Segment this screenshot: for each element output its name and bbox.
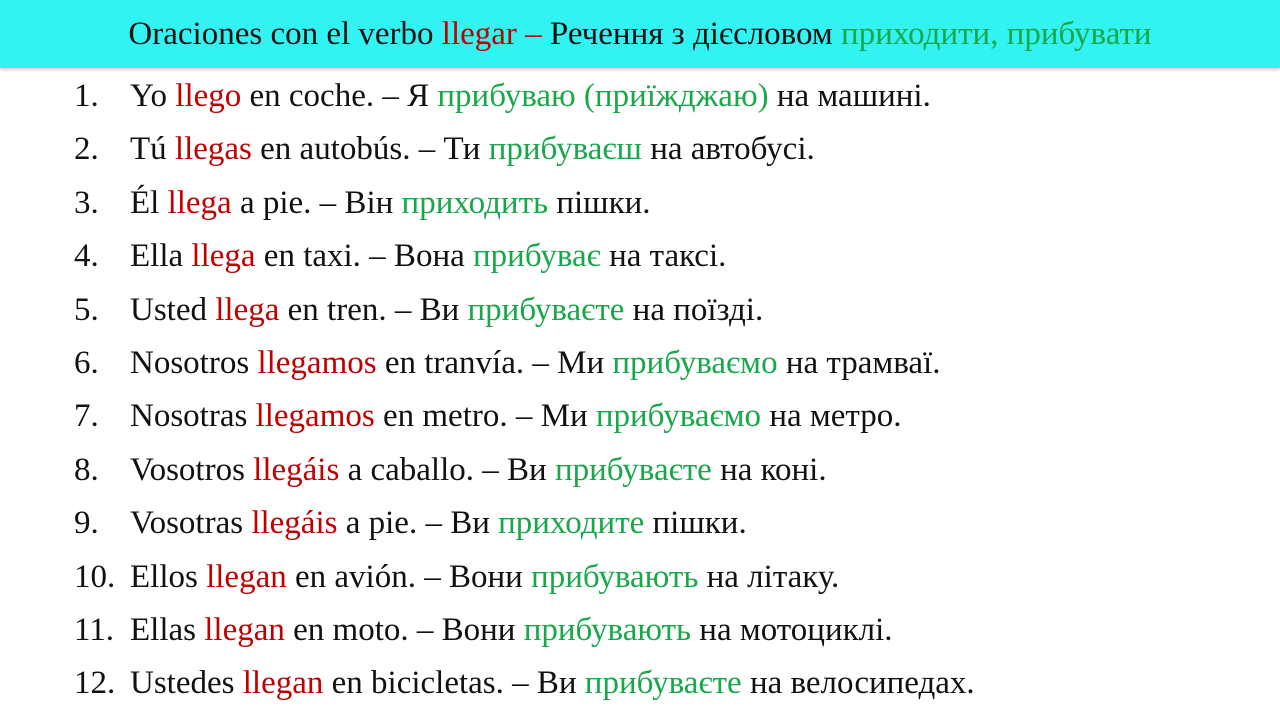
sentence-part: en moto. – Вони <box>284 611 524 648</box>
sentence-number: 12. <box>74 665 116 702</box>
spanish-verb: llegan <box>204 611 285 648</box>
sentence-part: на поїзді. <box>624 291 764 328</box>
spanish-verb: llegamos <box>257 344 377 381</box>
sentence-number: 9. <box>74 505 99 542</box>
sentence-part: на автобусі. <box>641 131 815 168</box>
sentence-part: en bicicletas. – Ви <box>323 665 585 702</box>
sentence-part: Yo <box>130 78 176 114</box>
spanish-verb: llegamos <box>255 398 375 435</box>
spanish-verb: llegáis <box>253 451 340 488</box>
spanish-verb: llega <box>215 291 280 328</box>
sentence-part: на трамваї. <box>777 344 941 381</box>
sentence-part: Ellas <box>130 611 205 648</box>
sentence-part: Ustedes <box>130 665 243 702</box>
sentence-row-1 <box>0 70 1280 123</box>
sentence-row-3 <box>0 177 1280 230</box>
ukrainian-verb: прибуваєте <box>554 451 712 488</box>
sentence-text <box>130 497 747 550</box>
sentence-text <box>130 657 975 710</box>
sentence-part: Él <box>130 184 168 221</box>
sentence-part: Vosotras <box>130 505 252 542</box>
sentence-part: en metro. – Ми <box>374 398 596 435</box>
sentence-part: a caballo. – Ви <box>339 451 555 488</box>
sentence-part: Nosotros <box>130 344 258 381</box>
title-dash: – <box>516 16 550 52</box>
sentence-part: на таксі. <box>600 238 727 275</box>
sentence-part: en coche. – Я <box>241 78 438 114</box>
slide-title <box>0 0 1280 68</box>
sentence-number: 1. <box>74 78 99 114</box>
sentence-row-12 <box>0 657 1280 710</box>
sentence-part: на машині. <box>768 78 931 114</box>
ukrainian-verb: прибувають <box>531 558 699 595</box>
sentence-part: Ellos <box>130 558 207 595</box>
title-part1: Oraciones con el verbo <box>128 16 442 52</box>
ukrainian-verb: приходить <box>401 184 549 221</box>
sentence-part: на літаку. <box>698 558 840 595</box>
sentence-text <box>130 551 839 604</box>
sentence-row-6 <box>0 337 1280 390</box>
sentence-text <box>130 230 726 283</box>
sentence-number: 4. <box>74 238 99 275</box>
sentence-part: Vosotros <box>130 451 254 488</box>
sentence-text <box>130 444 827 497</box>
sentence-part: на мотоциклі. <box>691 611 893 648</box>
sentence-part: Nosotras <box>130 398 256 435</box>
ukrainian-verb: прибуваю (приїжджаю) <box>437 78 769 114</box>
sentence-row-4 <box>0 230 1280 283</box>
spanish-verb: llegan <box>242 665 324 702</box>
sentence-part: a pie. – Він <box>231 184 402 221</box>
sentence-list <box>0 70 1280 711</box>
sentence-number: 6. <box>74 344 99 381</box>
sentence-row-10 <box>0 551 1280 604</box>
sentence-text <box>130 123 815 176</box>
sentence-row-2 <box>0 123 1280 176</box>
sentence-number: 11. <box>74 611 115 648</box>
sentence-row-9 <box>0 497 1280 550</box>
spanish-verb: llega <box>167 184 232 221</box>
sentence-part: en autobús. – Ти <box>251 131 489 168</box>
title-part2: Речення з дієсловом <box>549 16 842 52</box>
sentence-number: 7. <box>74 398 99 435</box>
sentence-part: пішки. <box>548 184 651 221</box>
spanish-verb: llegan <box>206 558 287 595</box>
ukrainian-verb: прибувають <box>523 611 692 648</box>
spanish-verb: llegas <box>174 131 252 168</box>
ukrainian-verb: прибуваєте <box>467 291 625 328</box>
sentence-row-5 <box>0 284 1280 337</box>
ukrainian-verb: прибуває <box>473 238 601 275</box>
spanish-verb: llegáis <box>251 505 338 542</box>
sentence-part: Usted <box>130 291 216 328</box>
sentence-row-8 <box>0 444 1280 497</box>
ukrainian-verb: прибуваємо <box>595 398 762 435</box>
sentence-part: en taxi. – Вона <box>255 238 473 275</box>
sentence-row-7 <box>0 390 1280 443</box>
ukrainian-verb: приходите <box>498 505 645 542</box>
sentence-part: Ella <box>130 238 192 275</box>
sentence-part: на коні. <box>711 451 827 488</box>
sentence-text <box>130 284 763 337</box>
sentence-part: Tú <box>130 131 175 168</box>
title-verb: llegar <box>441 16 517 52</box>
sentence-part: на велосипедах. <box>741 665 975 702</box>
sentence-part: en tranvía. – Ми <box>376 344 613 381</box>
sentence-number: 3. <box>74 184 99 221</box>
ukrainian-verb: прибуваєш <box>488 131 642 168</box>
sentence-part: a pie. – Ви <box>337 505 499 542</box>
spanish-verb: llego <box>175 78 242 114</box>
sentence-part: en tren. – Ви <box>279 291 468 328</box>
sentence-text <box>130 70 931 123</box>
ukrainian-verb: прибуваєте <box>584 665 742 702</box>
sentence-part: на метро. <box>761 398 902 435</box>
sentence-text <box>130 604 893 657</box>
sentence-text <box>130 337 940 390</box>
sentence-part: en avión. – Вони <box>286 558 532 595</box>
sentence-part: пішки. <box>644 505 747 542</box>
sentence-number: 10. <box>74 558 116 595</box>
sentence-text <box>130 177 651 230</box>
spanish-verb: llega <box>191 238 256 275</box>
sentence-number: 2. <box>74 131 99 168</box>
sentence-text <box>130 390 901 443</box>
sentence-number: 5. <box>74 291 99 328</box>
sentence-number: 8. <box>74 451 99 488</box>
title-translation: приходити, прибувати <box>841 16 1152 52</box>
ukrainian-verb: прибуваємо <box>612 344 778 381</box>
sentence-row-11 <box>0 604 1280 657</box>
